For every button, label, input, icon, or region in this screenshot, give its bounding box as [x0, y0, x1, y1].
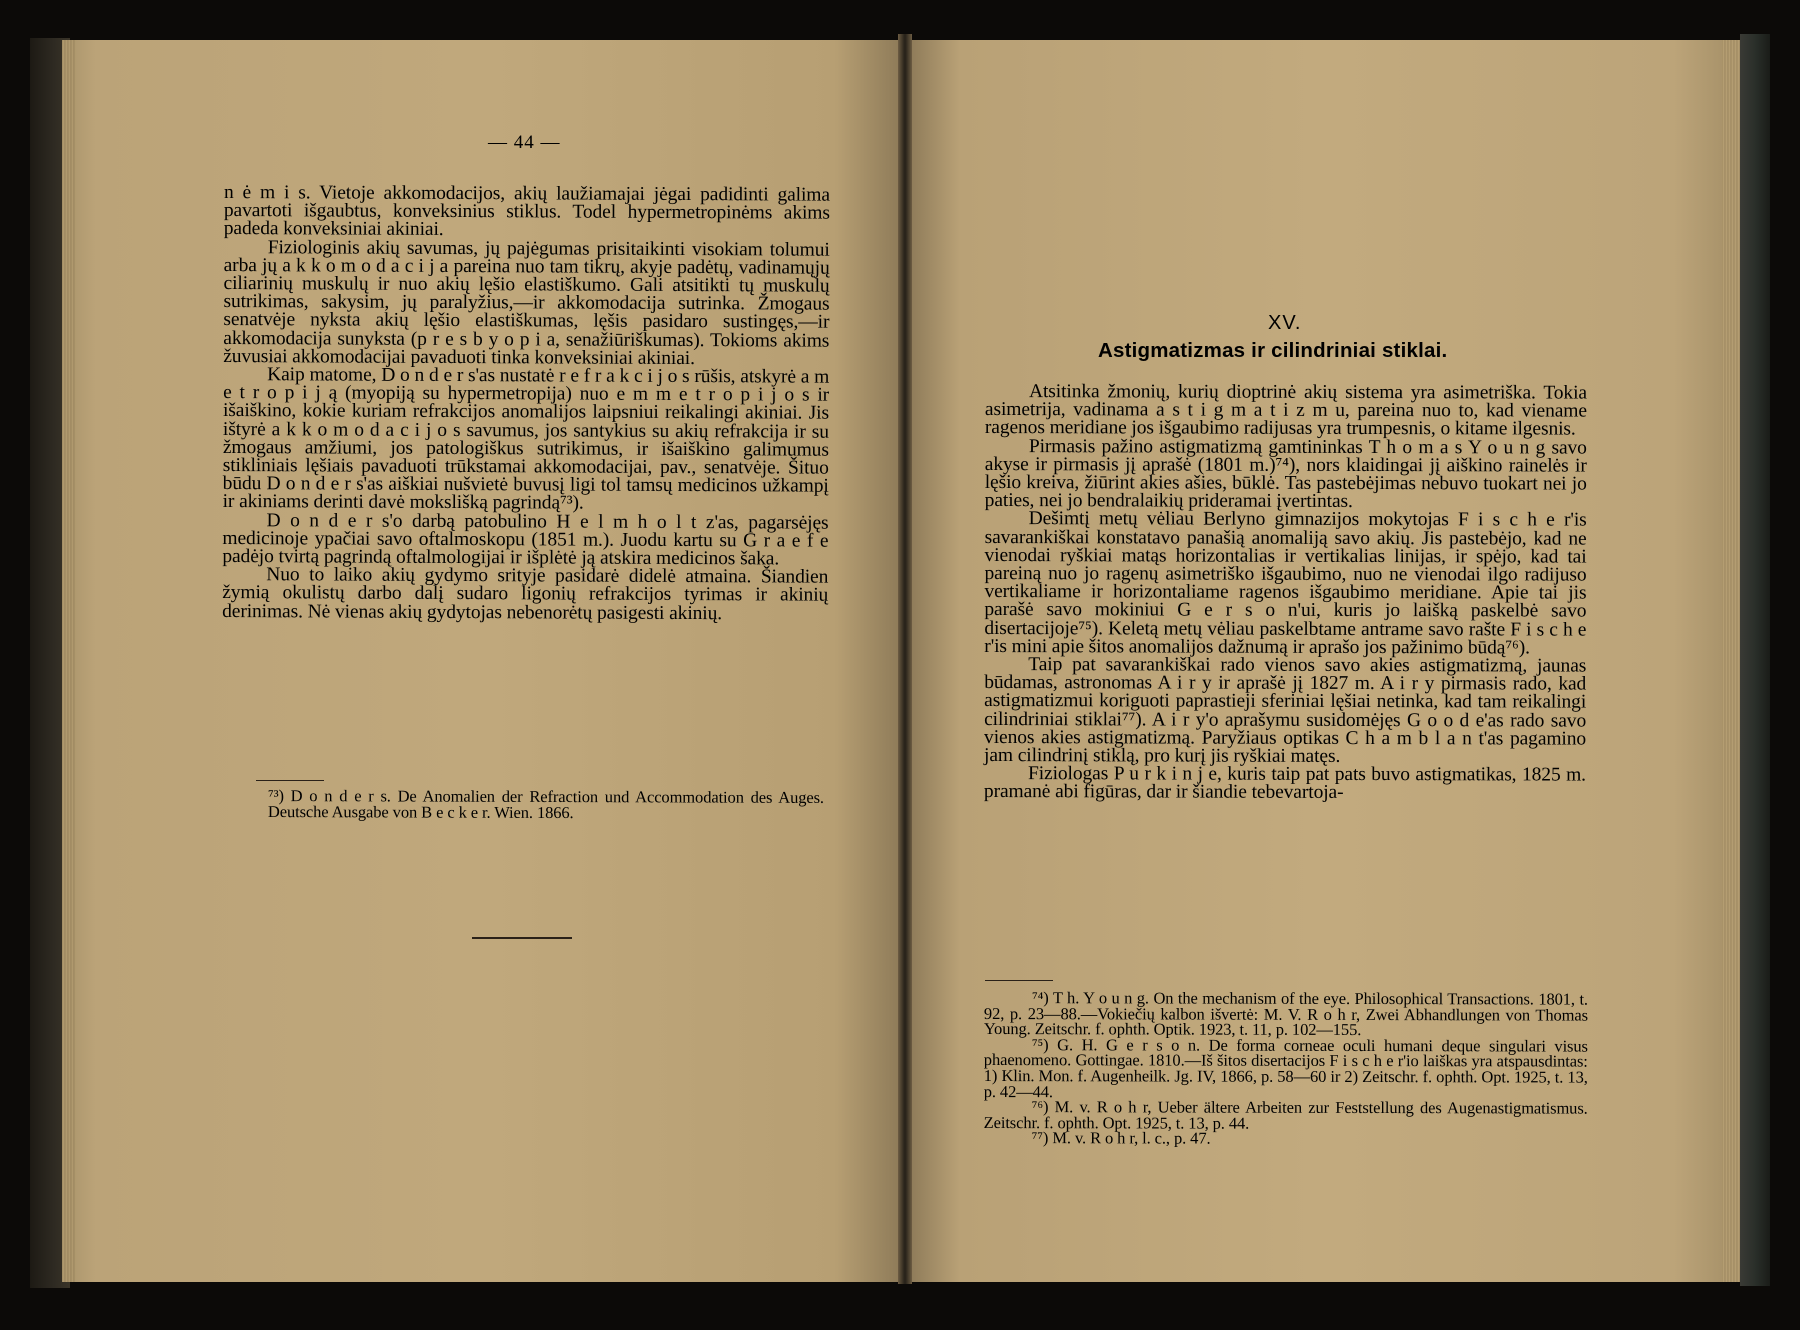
paragraph: Atsitinka žmonių, kurių dioptrinė akių sistema yra asimetriška. Tokia asimetrija, vadinama a s t i g m a t i z m u, pareina nuo to, kad viename ragenos meridiane jos išgaubimo radijusas yra trumpesnis, o kitame ilgesnis. [984, 381, 1588, 440]
right-footnotes [984, 990, 1588, 1148]
footnote: ⁷⁷) M. v. R o h r, l. c., p. 47. [1031, 1128, 1211, 1148]
paragraph: Kaip matome, D o n d e r s'as nustatė r e f r a k c i j o s rūšis, atskyrė a m e t r o p i j ą (myopiją su hypermetropija) nuo e m m e t r o p i j o s ir išaiškino, kokie kuriam refrakcijos anomalijos laipsniui reikalingi akiniai. Jis ištyrė a k k o m o d a c i j o s savumus, jos santykius su akių refrakcija ir su žmogaus amžiumi, jos patologiškus sutrikimus, ir išaiškino galimumus stikliniais lęšiais pavaduoti trūkstamai akkomodacijai, pav., senatvėje. Šituo būdu D o n d e r s'as aiškiai nušvietė buvusį ligi tol tamsų medicinos užkampį ir akiniams derinti davė mokslišką pagrindą⁷³). [222, 364, 830, 515]
right-body-text [984, 383, 1587, 803]
end-of-text-rule [472, 937, 572, 939]
paragraph: Fiziologas P u r k i n j e, kuris taip pat pats buvo astigmatikas, 1825 m. pramanė abi figūras, dar ir šiandie tebevartoja- [983, 763, 1587, 804]
paragraph: D o n d e r s'o darbą patobulino H e l m h o l t z'as, pagarsėjęs medicinoje ypačiai savo oftalmoskopu (1851 m.). Juodu kartu su G r a e f e padėjo tvirtą pagrindą oftalmologijai ir išplėtė ją atskira medicinos šaka. [222, 509, 829, 570]
footnote: ⁷⁴) T h. Y o u n g. On the mechanism of the eye. Philosophical Transactions. 1801, t. 92, p. 23—88.—Vokiečių kalbon išvertė: M. V. R o h r, Zwei Abhandlungen von Thomas Young. Zeitschr. f. ophth. Optik. 1923, t. 11, p. 102—155. [983, 988, 1589, 1040]
footnote-rule [256, 780, 324, 781]
footnote: ⁷⁶) M. v. R o h r, Ueber ältere Arbeiten zur Feststellung des Augenastigmatismus. Zeitschr. f. ophth. Opt. 1925, t. 13, p. 44. [983, 1097, 1588, 1133]
paragraph: Taip pat savarankiškai rado vienos savo akies astigmatizmą, jaunas būdamas, astronomas A i r y ir aprašė jį 1827 m. A i r y pirmasis rado, kad astigmatizmui koriguoti paprastieji sferiniai lęšiai netinka, kad tam reikalingi cilindriniai stiklai⁷⁷). A i r y'o aprašymu susidomėjęs G o o d e'as rado savo vienos akies astigmatizmą. Paryžiaus optikas C h a m b l a n t'as pagamino jam cilindrinį stiklą, pro kurį jis ryškiai matęs. [983, 654, 1587, 767]
right-page-edges [1722, 40, 1740, 1282]
footnote: ⁷⁵) G. H. G e r s o n. De forma corneae oculi humani deque singulari visus phaenomeno. Gottingae. 1810.—Iš šitos disertacijos F i s c h e r'io laiškas yra atspausdintas: 1) Klin. Mon. f. Augenheilk. Jg. IV, 1866, p. 58—60 ir 2) Zeitschr. f. ophth. Opt. 1925, t. 13, p. 42—44. [983, 1034, 1588, 1101]
footnote-rule [985, 980, 1053, 981]
left-body-text [222, 184, 830, 624]
paragraph: Fiziologinis akių savumas, jų pajėgumas prisitaikinti visokiam tolumui arba jų a k k o m o d a c i j a pareina nuo tam tikrų, akyje padėtų, vadinamųjų ciliarinių muskulų ir nuo akių lęšio elastiškumo. Gali atsitikti tų muskulų sutrikimas, sakysim, jų paralyžius,—ir akkomodacija sutrinka. Žmogaus senatvėje nyksta akių lęšio elastiškumas, lęšis pasidaro sustingęs,—ir akkomodacija sunyksta (p r e s b y o p i a, senažiūriškumas). Tokioms akims žuvusiai akkomodacijai pavaduoti tinka konveksiniai akiniai. [223, 236, 830, 369]
paragraph: Pirmasis pažino astigmatizmą gamtininkas T h o m a s Y o u n g savo akyse ir pirmasis jį aprašė (1801 m.)⁷⁴), nors klaidingai jį aiškino rainelės ir lęšio kreiva, žiūrint akies ašies, būklė. Tas pastebėjimas nebuvo tuokart nei jo paties, nei jo bendralaikių prideramai įvertintas. [984, 435, 1587, 513]
paragraph: Dešimtį metų vėliau Berlyno gimnazijos mokytojas F i s c h e r'is savarankiškai konstatavo panašią anomaliją savo akių. Jis pastebėjo, kad ne vienodai ryškiai matąs horizontalias ir vertikalias linijas, ir spėjo, kad tai pareiną nuo jo ragenų asimetriško išgaubimo, nuo ne vienodai ilgo radijuso vertikaliame ir horizontaliame ragenos išgaubimo meridiane. Apie tai jis parašė savo mokiniui G e r s o n'ui, kuris jo laišką paskelbė savo disertacijoje⁷⁵). Keletą metų vėliau paskelbtame antrame savo rašte F i s c h e r'is mini apie šitos anomalijos dažnumą ir aprašo jos pažinimo būdą⁷⁶). [984, 508, 1587, 659]
paragraph: Nuo to laiko akių gydymo srityje pasidarė didelė atmaina. Šiandien žymią okulistų darbo dalį sudaro ligonių refrakcijos tyrimas ir akinių derinimas. Nė vienas akių gydytojas nebenorėtų pasigesti akinių. [222, 564, 829, 624]
right-cover-edge [1740, 34, 1770, 1286]
chapter-title: Astigmatizmas ir cilindriniai stiklai. [1098, 339, 1448, 362]
paragraph: n ė m i s. Vietoje akkomodacijos, akių laužiamajai jėgai padidinti galima pavartoti išgaubtus, konveksinius stiklus. Todel hypermetropinėms akims padeda konveksiniai akiniai. [223, 182, 831, 241]
page-number: — 44 — [488, 132, 561, 153]
left-footnotes [268, 788, 824, 821]
book-gutter [898, 34, 912, 1284]
left-page-edges [62, 40, 76, 1282]
chapter-number: XV. [1268, 312, 1302, 334]
footnote: ⁷³) D o n d e r s. De Anomalien der Refraction und Accommodation des Auges. Deutsche Ausgabe von B e c k e r. Wien. 1866. [267, 786, 825, 822]
